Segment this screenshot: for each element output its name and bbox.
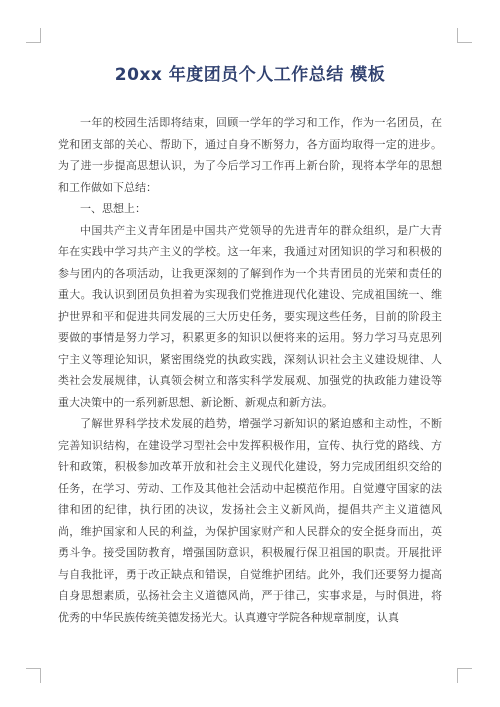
- crop-mark-bottom-left: [26, 668, 41, 683]
- crop-mark-bottom-right: [457, 668, 472, 683]
- crop-mark-top-right: [457, 28, 472, 43]
- document-title: 20xx 年度团员个人工作总结 模板: [114, 65, 386, 85]
- body-paragraph: 中国共产主义青年团是中国共产党领导的先进青年的群众组织，是广大青年在实践中学习共产主义的学校。这一年来，我通过对团知识的学习和积极的参与团内的各项活动，让我更深刻的了解到作为一个共青团员的光荣和责任的重大。我认识到团员负担着为实现我们党推进现代化建设、完成祖国统一、维护世界和平和促进共同发展的三大历史任务，要实现这些任务，目前的阶段主要做的事情是努力学习，积累更多的知识以便将来的运用。努力学习马克思列宁主义等理论知识，紧密围绕党的执政实践，深刻认识社会主义建设规律、人类社会发展规律，认真领会树立和落实科学发展观、加强党的执政能力建设等重大决策中的一系列新思想、新论断、新观点和新方法。: [58, 223, 442, 409]
- crop-mark-top-left: [26, 28, 41, 43]
- body-paragraph: 了解世界科学技术发展的趋势，增强学习新知识的紧迫感和主动性，不断完善知识结构，在建设学习型社会中发挥积极作用，宣传、执行党的路线、方针和政策，积极参加改革开放和社会主义现代化建设，努力完成团组织交给的任务，在学习、劳动、工作及其他社会活动中起模范作用。自觉遵守国家的法律和团的纪律，执行团的决议，发扬社会主义新风尚，提倡共产主义道德风尚，维护国家和人民的利益，为保护国家财产和人民群众的安全挺身而出，英勇斗争。接受国防教育，增强国防意识，积极履行保卫祖国的职责。开展批评与自我批评，勇于改正缺点和错误，自觉维护团结。此外，我们还要努力提高自身思想素质，弘扬社会主义道德风尚，严于律己，实事求是，与时俱进，将优秀的中华民族传统美德发扬光大。认真遵守学院各种规章制度，认真: [58, 417, 442, 624]
- section-heading-thought: 一、思想上：: [80, 202, 146, 215]
- document-body: [58, 112, 442, 628]
- intro-paragraph: 一年的校园生活即将结束，回顾一学年的学习和工作，作为一名团员，在党和团支部的关心、帮助下，通过自身不断努力，各方面均取得一定的进步。为了进一步提高思想认识，为了今后学习工作再上新台阶，现将本学年的思想和工作做如下总结：: [58, 116, 442, 194]
